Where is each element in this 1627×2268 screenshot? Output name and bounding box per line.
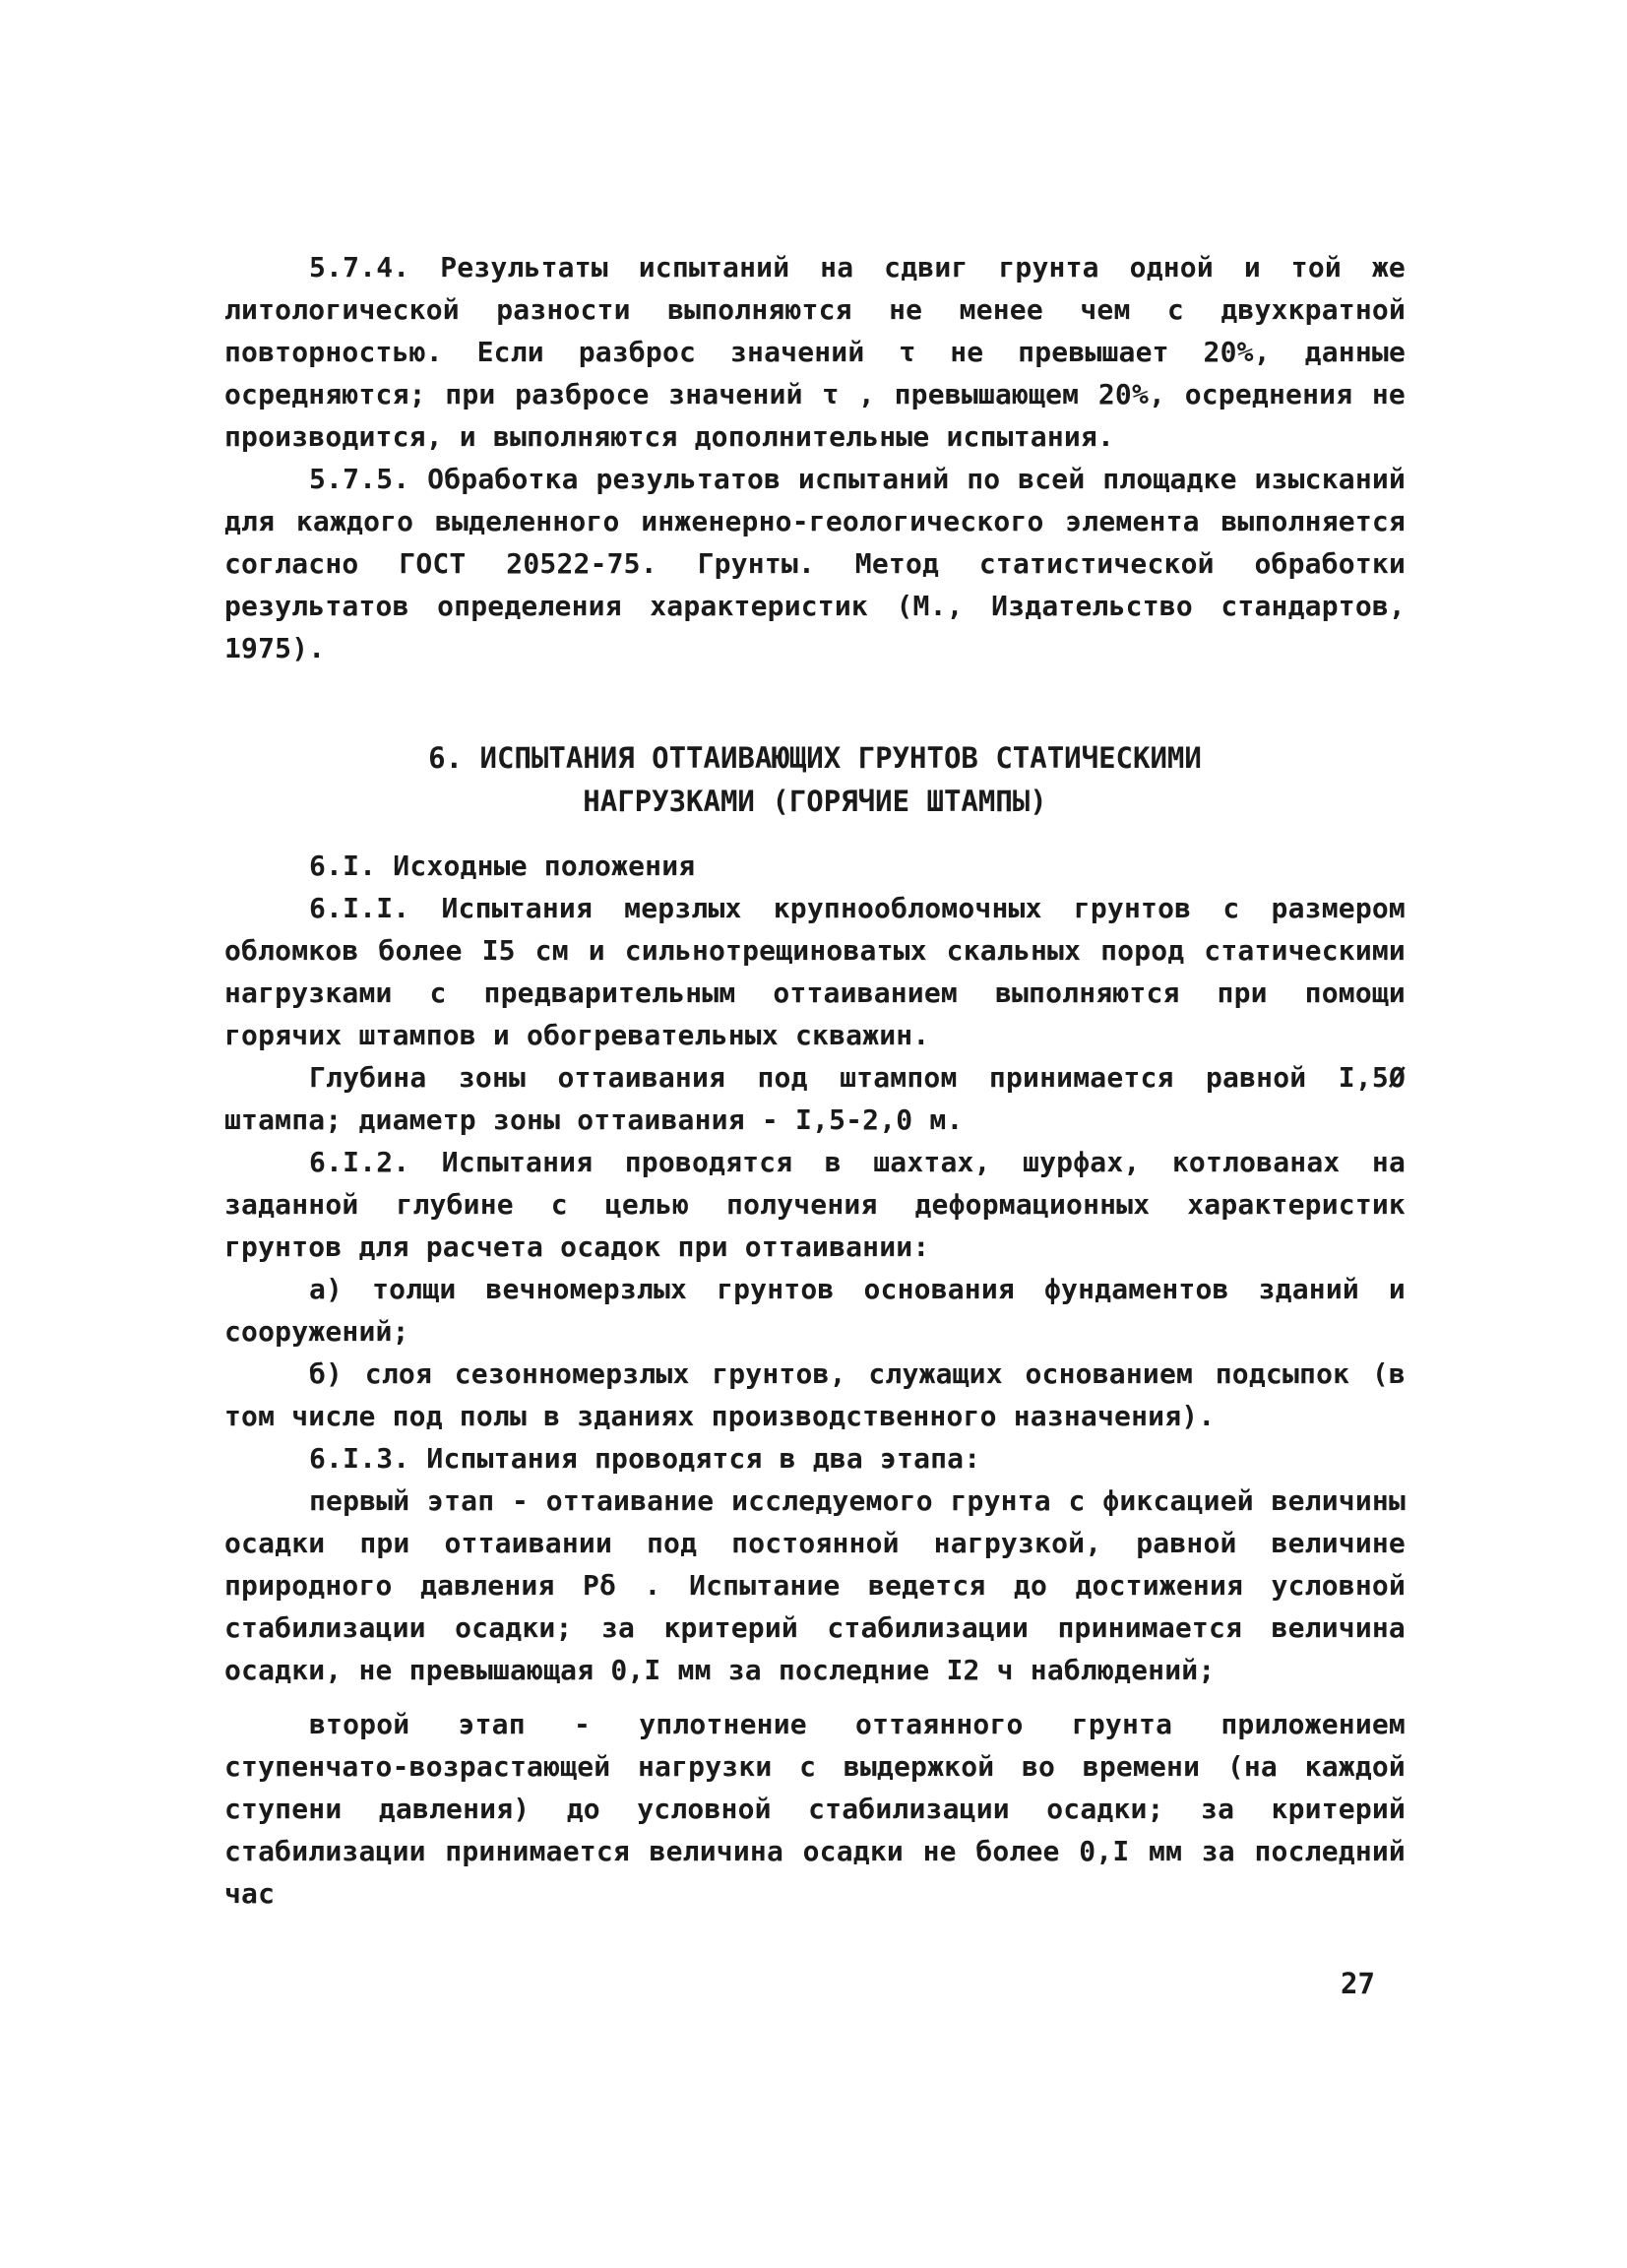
section-heading-line-2: НАГРУЗКАМИ (ГОРЯЧИЕ ШТАМПЫ) xyxy=(583,785,1047,818)
section-heading xyxy=(224,736,1406,823)
paragraph-5-7-4: 5.7.4. Результаты испытаний на сдвиг грунта одной и той же литологической разности выполняются не менее чем с двухкратной повторностью. Если разброс значений τ не превышает 20%, данные осредняются; при разбросе значений τ , превышающем 20%, осреднения не производится, и выполняются дополнительные испытания. xyxy=(224,251,1406,453)
paragraph-6-1-1: 6.I.I. Испытания мерзлых крупнообломочных грунтов с размером обломков более I5 см и сильнотрещиноватых скальных пород статическими нагрузками с предварительным оттаиванием выполняются при помощи горячих штампов и обогревательных скважин. xyxy=(224,892,1406,1051)
paragraph-5-7-5: 5.7.5. Обработка результатов испытаний по всей площадке изысканий для каждого выделенного инженерно-геологического элемента выполняется согласно ГОСТ 20522-75. Грунты. Метод статистической обработки результатов определения характеристик (М., Издательство стандартов, 1975). xyxy=(224,463,1406,664)
paragraph-6-1-3: 6.I.3. Испытания проводятся в два этапа: xyxy=(309,1442,981,1475)
paragraph-thaw-depth: Глубина зоны оттаивания под штампом принимается равной I,5Ø штампа; диаметр зоны оттаивания - I,5-2,0 м. xyxy=(224,1061,1406,1136)
list-item-a: а) толщи вечномерзлых грунтов основания фундаментов зданий и сооружений; xyxy=(224,1273,1406,1348)
paragraph-stage-two: второй этап - уплотнение оттаянного грунта приложением ступенчато-возрастающей нагрузки с выдержкой во времени (на каждой ступени давления) до условной стабилизации осадки; за критерий стабилизации принимается величина осадки не более 0,I мм за последний час xyxy=(224,1708,1406,1910)
paragraph-stage-one: первый этап - оттаивание исследуемого грунта с фиксацией величины осадки при оттаивании под постоянной нагрузкой, равной величине природного давления Pδ . Испытание ведется до достижения условной стабилизации осадки; за критерий стабилизации принимается величина осадки, не превышающая 0,I мм за последние I2 ч наблюдений; xyxy=(224,1484,1406,1686)
list-item-b: б) слоя сезонномерзлых грунтов, служащих основанием подсыпок (в том числе под полы в зданиях производственного назначения). xyxy=(224,1357,1406,1432)
subsection-title-6-1: 6.I. Исходные положения xyxy=(309,850,696,882)
section-heading-line-1: 6. ИСПЫТАНИЯ ОТТАИВАЮЩИХ ГРУНТОВ СТАТИЧЕСКИМИ xyxy=(428,741,1202,775)
page-number: 27 xyxy=(1341,1967,1375,2000)
paragraph-6-1-2: 6.I.2. Испытания проводятся в шахтах, шурфах, котлованах на заданной глубине с целью получения деформационных характеристик грунтов для расчета осадок при оттаивании: xyxy=(224,1146,1406,1263)
section-text-block xyxy=(224,845,1406,1915)
top-text-block xyxy=(224,246,1406,669)
